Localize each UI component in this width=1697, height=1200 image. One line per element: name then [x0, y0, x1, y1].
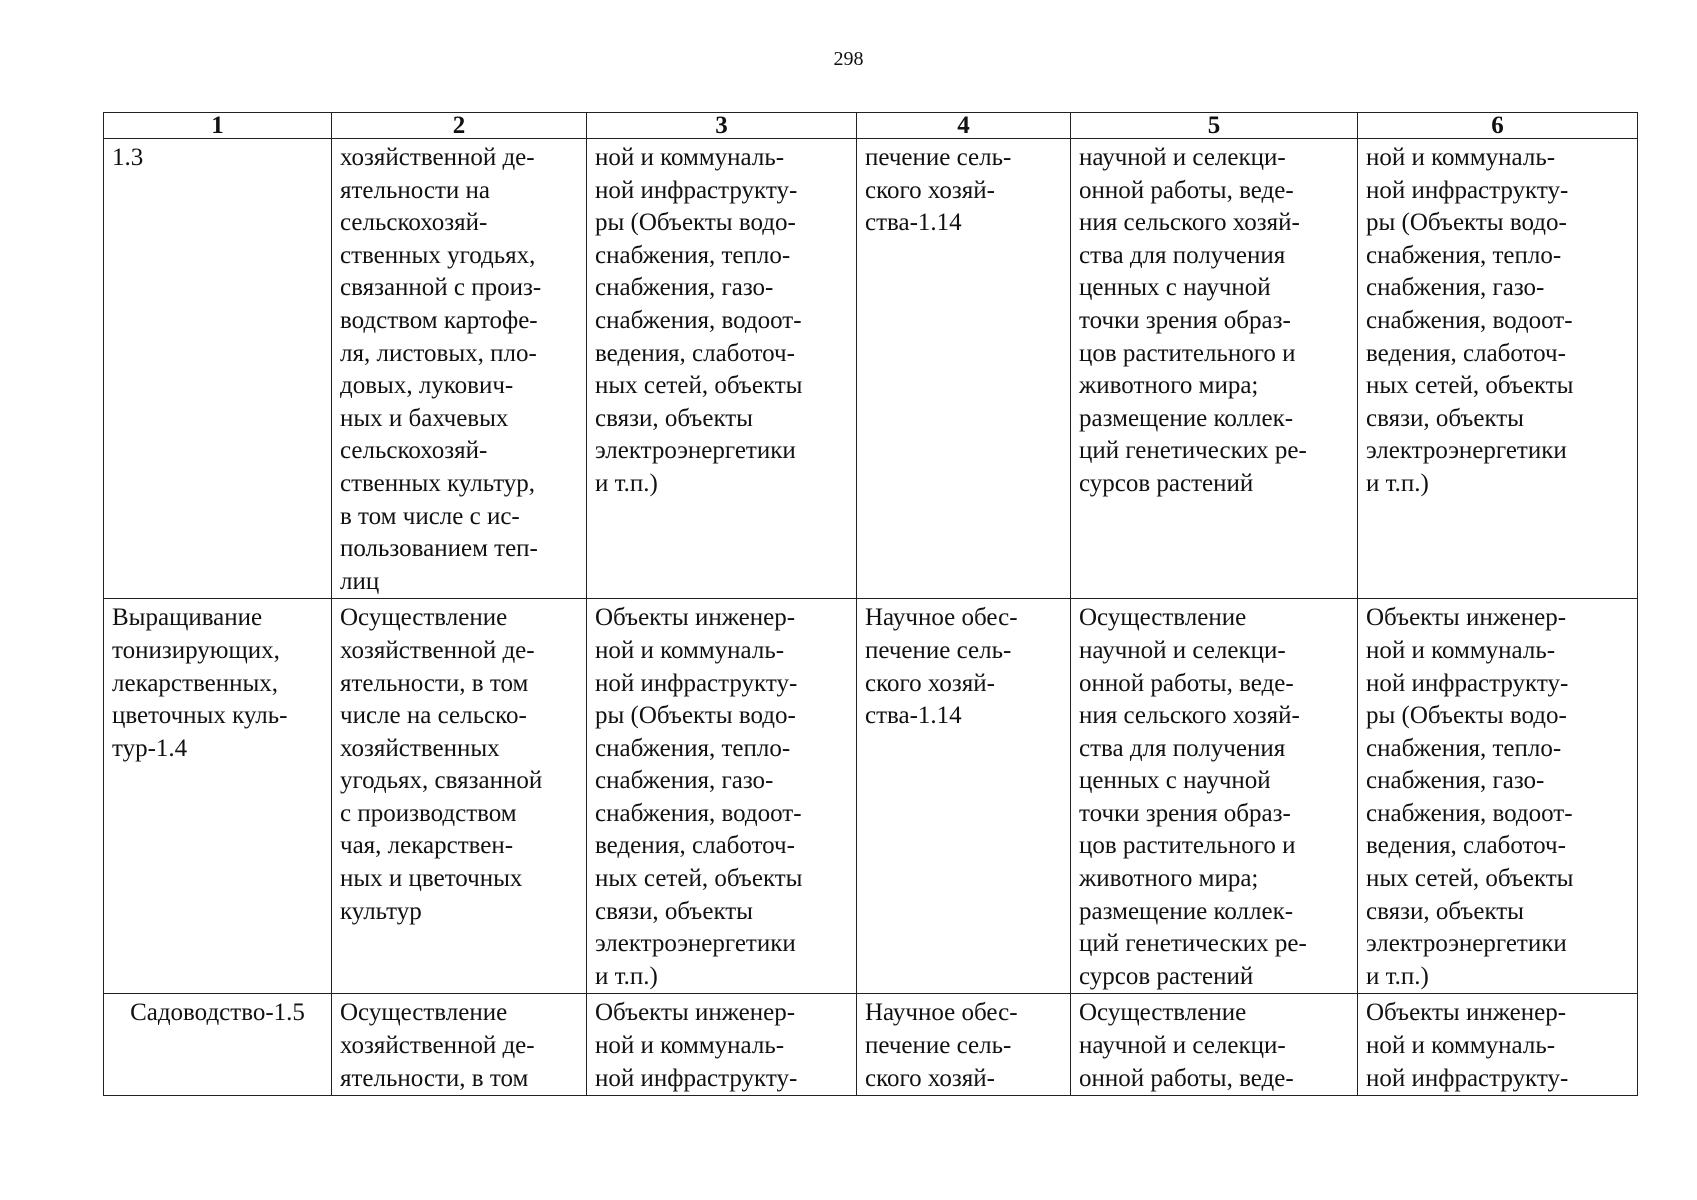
- table-row: [104, 139, 1638, 599]
- page-number: 298: [833, 48, 864, 70]
- table-cell: Осуществление научной и селекци- онной работы, веде- ния сельского хозяй- ства для получения ценных с научной точки зрения образ- цов растительного и животного мира; размещение коллек- ций генетических ре- сурсов растений: [1071, 599, 1358, 994]
- table-cell: Осуществление хозяйственной де- ятельности, в том числе на сельско- хозяйственных угодьях, связанной с производством чая, лекарствен- ных и цветочных культур: [332, 599, 587, 994]
- column-header: 5: [1071, 113, 1358, 139]
- column-header: 3: [587, 113, 857, 139]
- table-row: [104, 599, 1638, 994]
- table-cell: Осуществление научной и селекци- онной работы, веде-: [1071, 994, 1358, 1096]
- column-header: 4: [857, 113, 1071, 139]
- table-cell: Объекты инженер- ной и коммуналь- ной инфраструкту- ры (Объекты водо- снабжения, тепло- снабжения, газо- снабжения, водоот- ведения, слаботоч- ных сетей, объекты связи, объекты электроэнергетики и т.п.): [1358, 599, 1638, 994]
- table-cell: Выращивание тонизирующих, лекарственных, цветочных куль- тур-1.4: [104, 599, 332, 994]
- table-cell: печение сель- ского хозяй- ства-1.14: [857, 139, 1071, 599]
- column-header: 1: [104, 113, 332, 139]
- table-cell: Научное обес- печение сель- ского хозяй- ства-1.14: [857, 599, 1071, 994]
- table-row: [104, 994, 1638, 1096]
- table-cell: хозяйственной де- ятельности на сельскохозяй- ственных угодьях, связанной с произ- водством картофе- ля, листовых, пло- довых, лукович- ных и бахчевых сельскохозяй- ственных культур, в том числе с ис- пользованием теп- лиц: [332, 139, 587, 599]
- table-cell: Объекты инженер- ной и коммуналь- ной инфраструкту-: [1358, 994, 1638, 1096]
- column-header: 2: [332, 113, 587, 139]
- table-header-row: [104, 113, 1638, 139]
- land-use-table: [103, 112, 1638, 1096]
- table-cell: Осуществление хозяйственной де- ятельности, в том: [332, 994, 587, 1096]
- column-header: 6: [1358, 113, 1638, 139]
- table-cell: Садоводство-1.5: [104, 994, 332, 1096]
- table-cell: Объекты инженер- ной и коммуналь- ной инфраструкту-: [587, 994, 857, 1096]
- table-cell: 1.3: [104, 139, 332, 599]
- table-cell: Объекты инженер- ной и коммуналь- ной инфраструкту- ры (Объекты водо- снабжения, тепло- снабжения, газо- снабжения, водоот- ведения, слаботоч- ных сетей, объекты связи, объекты электроэнергетики и т.п.): [587, 599, 857, 994]
- table-cell: научной и селекци- онной работы, веде- ния сельского хозяй- ства для получения ценных с научной точки зрения образ- цов растительного и животного мира; размещение коллек- ций генетических ре- сурсов растений: [1071, 139, 1358, 599]
- table-cell: Научное обес- печение сель- ского хозяй-: [857, 994, 1071, 1096]
- table-cell: ной и коммуналь- ной инфраструкту- ры (Объекты водо- снабжения, тепло- снабжения, газо- снабжения, водоот- ведения, слаботоч- ных сетей, объекты связи, объекты электроэнергетики и т.п.): [587, 139, 857, 599]
- table-cell: ной и коммуналь- ной инфраструкту- ры (Объекты водо- снабжения, тепло- снабжения, газо- снабжения, водоот- ведения, слаботоч- ных сетей, объекты связи, объекты электроэнергетики и т.п.): [1358, 139, 1638, 599]
